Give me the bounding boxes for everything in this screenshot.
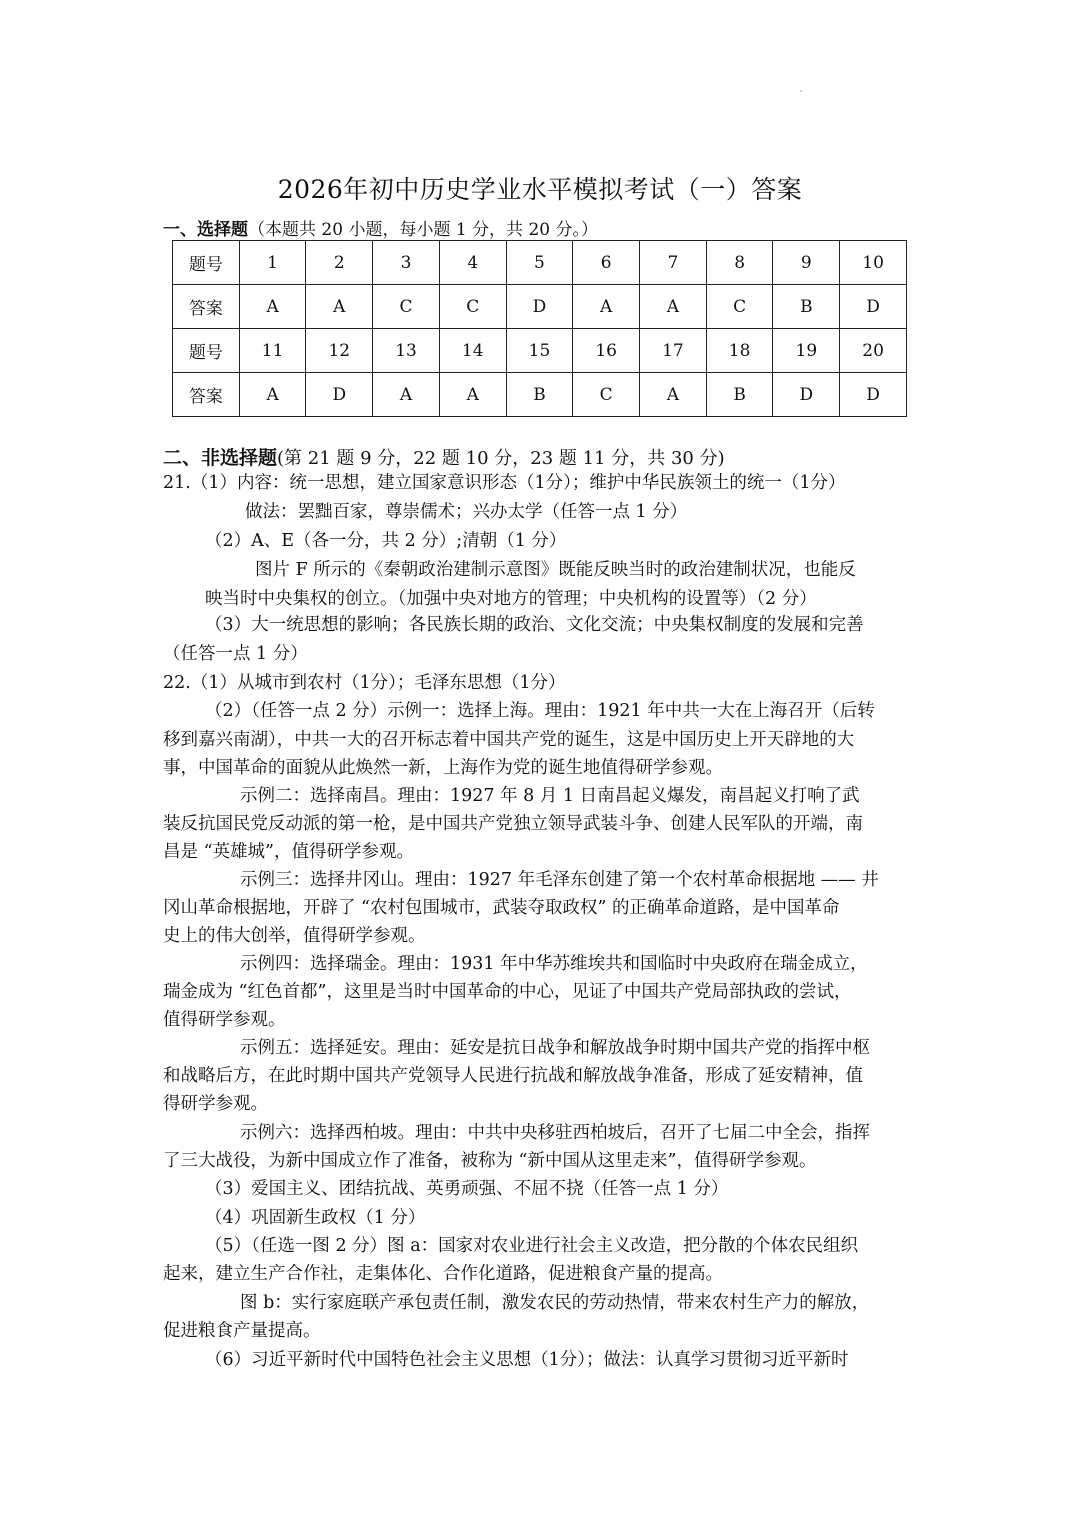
table-row bbox=[173, 285, 907, 329]
table-cell: 13 bbox=[373, 329, 440, 373]
table-cell: A bbox=[373, 373, 440, 417]
table-cell: 18 bbox=[706, 329, 773, 373]
table-cell: A bbox=[640, 373, 707, 417]
section1-header bbox=[163, 215, 598, 240]
table-cell: 5 bbox=[506, 241, 573, 285]
section1-note: （本题共 20 小题，每小题 1 分，共 20 分。） bbox=[248, 220, 599, 240]
section1-heading: 一、选择题 bbox=[163, 220, 248, 240]
table-cell: 1 bbox=[239, 241, 306, 285]
table-cell: 9 bbox=[773, 241, 840, 285]
answer-line: （3）大一统思想的影响；各民族长期的政治、文化交流；中央集权制度的发展和完善 bbox=[205, 615, 864, 635]
answer-line: 示例五：选择延安。理由：延安是抗日战争和解放战争时期中国共产党的指挥中枢 bbox=[240, 1038, 870, 1058]
answer-line: 冈山革命根据地，开辟了 “农村包围城市，武装夺取政权” 的正确革命道路，是中国革命 bbox=[163, 898, 840, 918]
table-row-header: 答案 bbox=[173, 285, 240, 329]
answer-line: 示例二：选择南昌。理由：1927 年 8 月 1 日南昌起义爆发，南昌起义打响了武 bbox=[240, 786, 860, 806]
table-cell: 12 bbox=[306, 329, 373, 373]
table-cell: A bbox=[239, 373, 306, 417]
table-cell: 17 bbox=[640, 329, 707, 373]
table-row-header: 题号 bbox=[173, 329, 240, 373]
table-row bbox=[173, 329, 907, 373]
table-cell: C bbox=[439, 285, 506, 329]
answer-line: 瑞金成为 “红色首都”，这里是当时中国革命的中心，见证了中国共产党局部执政的尝试， bbox=[163, 982, 852, 1002]
table-cell: A bbox=[573, 285, 640, 329]
answer-line: （任答一点 1 分） bbox=[163, 644, 308, 664]
table-cell: A bbox=[239, 285, 306, 329]
table-cell: 3 bbox=[373, 241, 440, 285]
table-cell: C bbox=[373, 285, 440, 329]
answer-line: 22.（1）从城市到农村（1分）；毛泽东思想（1分） bbox=[163, 673, 566, 693]
answer-line: （4）巩固新生政权（1 分） bbox=[205, 1208, 426, 1228]
answer-line: 了三大战役，为新中国成立作了准备，被称为 “新中国从这里走来”，值得研学参观。 bbox=[163, 1151, 817, 1171]
answer-line: （2）（任答一点 2 分）示例一：选择上海。理由：1921 年中共一大在上海召开（后转 bbox=[205, 701, 875, 721]
table-cell: A bbox=[306, 285, 373, 329]
answer-line: 移到嘉兴南湖），中共一大的召开标志着中国共产党的诞生，这是中国历史上开天辟地的大 bbox=[163, 730, 855, 750]
table-row bbox=[173, 373, 907, 417]
table-cell: D bbox=[840, 373, 907, 417]
answer-table bbox=[172, 240, 907, 417]
section2-header bbox=[163, 443, 725, 470]
table-cell: 20 bbox=[840, 329, 907, 373]
answer-line: 和战略后方，在此时期中国共产党领导人民进行抗战和解放战争准备，形成了延安精神，值 bbox=[163, 1066, 863, 1086]
answer-line: 昌是 “英雄城”，值得研学参观。 bbox=[163, 842, 414, 862]
table-cell: D bbox=[306, 373, 373, 417]
answer-line: （2）A、E（各一分，共 2 分）;清朝（1 分） bbox=[205, 531, 567, 551]
table-cell: 15 bbox=[506, 329, 573, 373]
table-cell: A bbox=[640, 285, 707, 329]
answer-line: 得研学参观。 bbox=[163, 1094, 268, 1114]
table-cell: 16 bbox=[573, 329, 640, 373]
answer-line: 事，中国革命的面貌从此焕然一新，上海作为党的诞生地值得研学参观。 bbox=[163, 758, 723, 778]
answer-line: 装反抗国民党反动派的第一枪，是中国共产党独立领导武装斗争、创建人民军队的开端，南 bbox=[163, 814, 863, 834]
answer-line: （3）爱国主义、团结抗战、英勇顽强、不屈不挠（任答一点 1 分） bbox=[205, 1179, 729, 1199]
table-cell: B bbox=[706, 373, 773, 417]
table-cell: C bbox=[706, 285, 773, 329]
table-cell: 11 bbox=[239, 329, 306, 373]
table-cell: 7 bbox=[640, 241, 707, 285]
table-cell: B bbox=[506, 373, 573, 417]
table-cell: 4 bbox=[439, 241, 506, 285]
answer-line: 示例四：选择瑞金。理由：1931 年中华苏维埃共和国临时中央政府在瑞金成立， bbox=[240, 954, 868, 974]
answer-line: （5）（任选一图 2 分）图 a：国家对农业进行社会主义改造，把分散的个体农民组织 bbox=[205, 1236, 859, 1256]
table-cell: C bbox=[573, 373, 640, 417]
table-cell: 2 bbox=[306, 241, 373, 285]
table-cell: 19 bbox=[773, 329, 840, 373]
section2-note: (第 21 题 9 分，22 题 10 分，23 题 11 分，共 30 分) bbox=[277, 448, 725, 469]
answer-line: 示例三：选择井冈山。理由：1927 年毛泽东创建了第一个农村革命根据地 —— 井 bbox=[240, 870, 879, 890]
answer-line: 值得研学参观。 bbox=[163, 1010, 286, 1030]
table-cell: D bbox=[840, 285, 907, 329]
table-cell: 8 bbox=[706, 241, 773, 285]
answer-line: 史上的伟大创举，值得研学参观。 bbox=[163, 926, 426, 946]
scan-speck bbox=[800, 90, 802, 92]
table-cell: B bbox=[773, 285, 840, 329]
answer-line: 映当时中央集权的创立。（加强中央对地方的管理；中央机构的设置等）（2 分） bbox=[205, 589, 817, 609]
answer-line: 做法：罢黜百家，尊崇儒术；兴办太学（任答一点 1 分） bbox=[245, 502, 688, 522]
table-row-header: 题号 bbox=[173, 241, 240, 285]
answer-line: 示例六：选择西柏坡。理由：中共中央移驻西柏坡后，召开了七届二中全会，指挥 bbox=[240, 1123, 870, 1143]
table-cell: 14 bbox=[439, 329, 506, 373]
answer-line: 21.（1）内容：统一思想，建立国家意识形态（1分）；维护中华民族领土的统一（1分） bbox=[163, 473, 846, 493]
table-cell: 10 bbox=[840, 241, 907, 285]
answer-line: 图片 F 所示的《秦朝政治建制示意图》既能反映当时的政治建制状况，也能反 bbox=[255, 560, 856, 580]
answer-line: （6）习近平新时代中国特色社会主义思想（1分）；做法：认真学习贯彻习近平新时 bbox=[205, 1350, 849, 1370]
answer-line: 促进粮食产量提高。 bbox=[163, 1321, 321, 1341]
answer-line: 图 b：实行家庭联产承包责任制，激发农民的劳动热情，带来农村生产力的解放， bbox=[240, 1293, 870, 1313]
table-row bbox=[173, 241, 907, 285]
section2-heading: 二、非选择题 bbox=[163, 447, 278, 469]
table-cell: D bbox=[506, 285, 573, 329]
table-row-header: 答案 bbox=[173, 373, 240, 417]
answer-line: 起来，建立生产合作社，走集体化、合作化道路，促进粮食产量的提高。 bbox=[163, 1264, 723, 1284]
table-cell: A bbox=[439, 373, 506, 417]
table-cell: 6 bbox=[573, 241, 640, 285]
table-cell: D bbox=[773, 373, 840, 417]
page-title: 2026年初中历史学业水平模拟考试（一）答案 bbox=[277, 175, 803, 204]
